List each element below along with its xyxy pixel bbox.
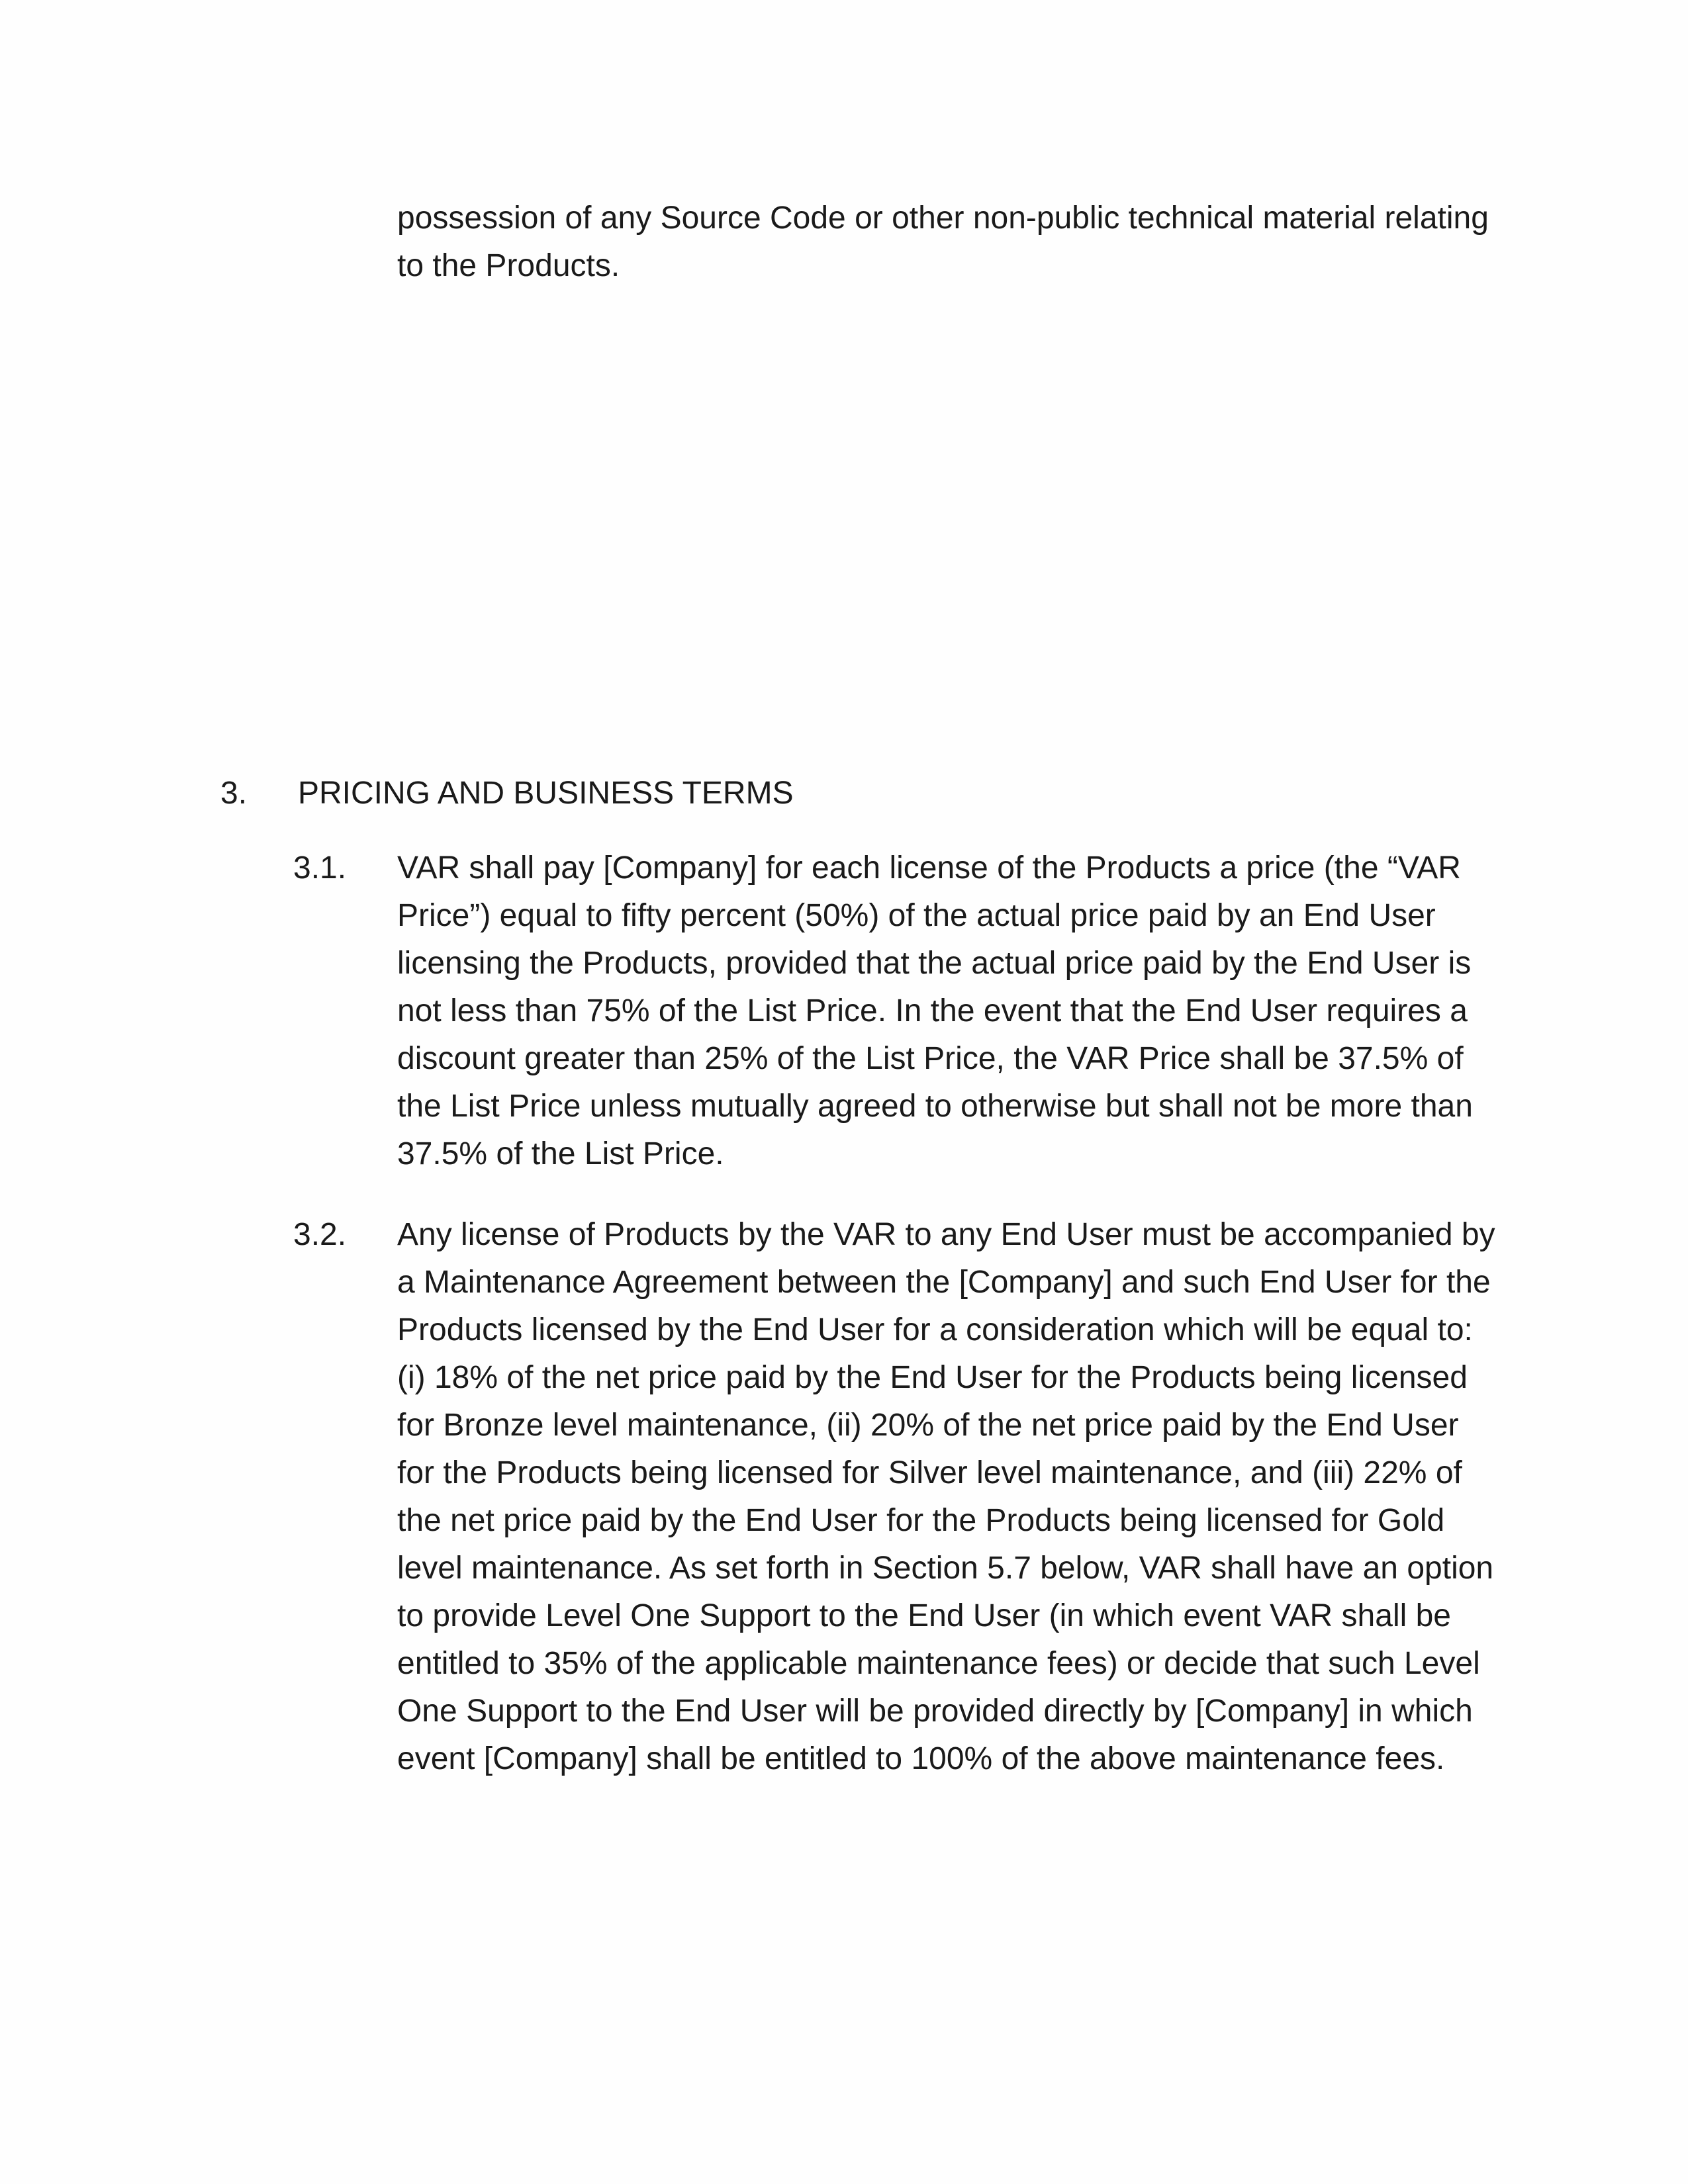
clause-text: Any license of Products by the VAR to any End User must be accompanied by a Maintenance Agreement between the [Company] and such End User for the Products licensed by the End User for a consideration which will be equal to: (i) 18% of the net price paid by the End User for the Products being licensed for Bronze level maintenance, (ii) 20% of the net price paid by the End User for the Products being licensed for Silver level maintenance, and (iii) 22% of the net price paid by the End User for the Products being licensed for Gold level maintenance. As set forth in Section 5.7 below, VAR shall have an option to provide Level One Support to the End User (in which event VAR shall be entitled to 35% of the applicable maintenance fees) or decide that such Level One Support to the End User will be provided directly by [Company] in which event [Company] shall be entitled to 100% of the above maintenance fees. xyxy=(397,1217,1495,1776)
clause-number: 3.2. xyxy=(293,1217,347,1252)
section-number: 3. xyxy=(220,776,248,811)
continuation-paragraph: possession of any Source Code or other non-public technical material relating to the Products. xyxy=(397,201,1489,283)
clause-text: VAR shall pay [Company] for each license of the Products a price (the “VAR Price”) equal to fifty percent (50%) of the actual price paid by an End User licensing the Products, provided that the actual price paid by the End User is not less than 75% of the List Price. In the event that the End User requires a discount greater than 25% of the List Price, the VAR Price shall be 37.5% of the List Price unless mutually agreed to otherwise but shall not be more than 37.5% of the List Price. xyxy=(397,850,1473,1171)
section-title: PRICING AND BUSINESS TERMS xyxy=(298,776,794,811)
clause-number: 3.1. xyxy=(293,850,347,886)
